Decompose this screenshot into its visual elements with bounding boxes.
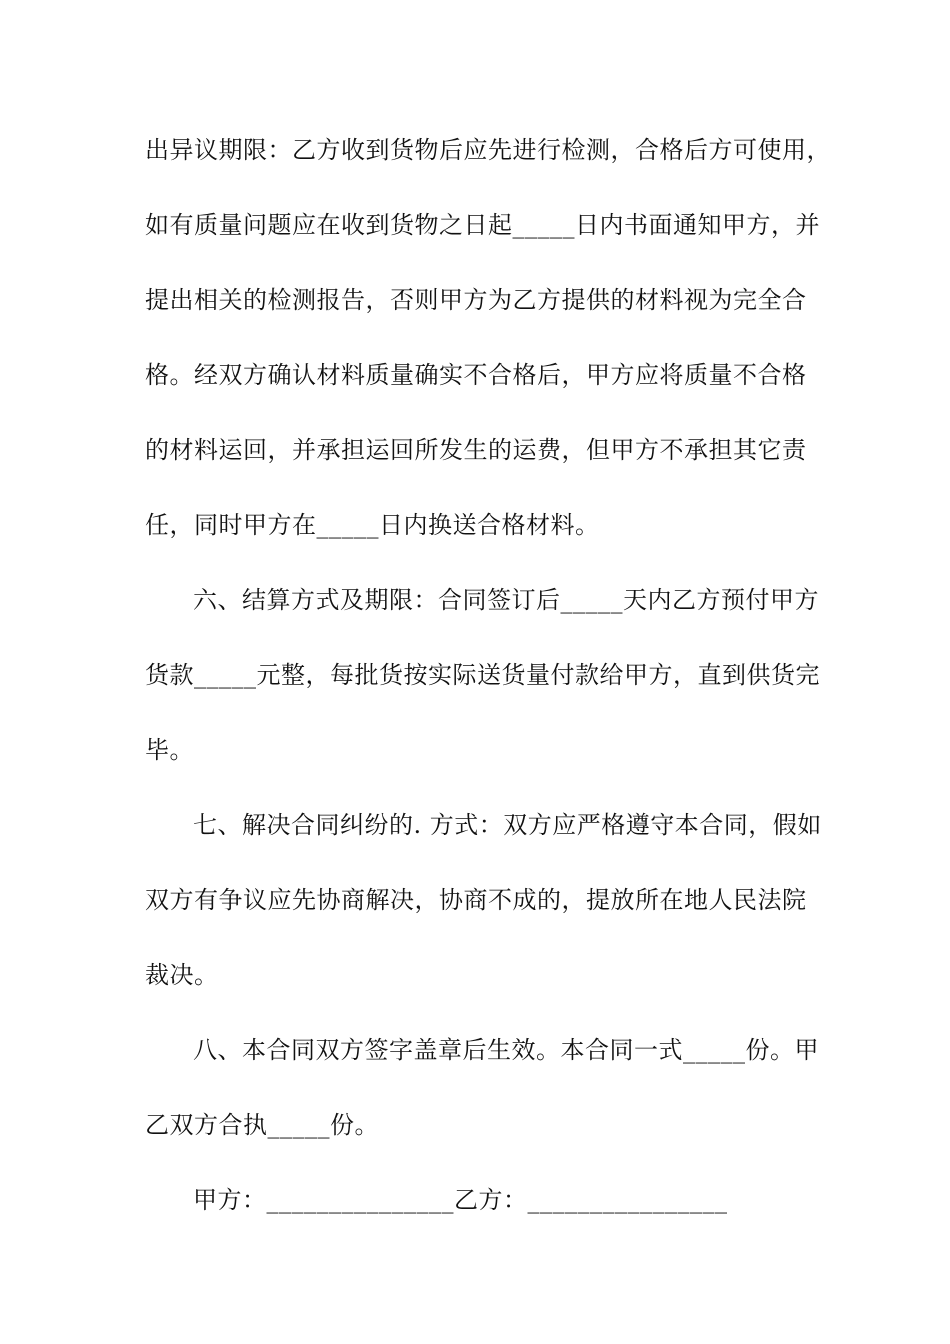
text-line: 货款_____元整，每批货按实际送货量付款给甲方，直到供货完 [145,661,820,689]
signature-line: 甲方：_______________乙方：________________ [193,1186,728,1214]
text-line: 格。经双方确认材料质量确实不合格后，甲方应将质量不合格 [145,361,807,389]
text-line: 的材料运回，并承担运回所发生的运费，但甲方不承担其它责 [145,436,807,464]
section-six-heading-line: 六、结算方式及期限：合同签订后_____天内乙方预付甲方 [193,586,819,614]
text-line: 乙双方合执_____份。 [145,1111,379,1139]
text-line: 任，同时甲方在_____日内换送合格材料。 [145,511,600,539]
text-line: 提出相关的检测报告，否则甲方为乙方提供的材料视为完全合 [145,286,807,314]
text-line: 毕。 [145,736,194,764]
section-seven-heading-line: 七、解决合同纠纷的. 方式：双方应严格遵守本合同，假如 [193,811,822,839]
text-line: 双方有争议应先协商解决，协商不成的，提放所在地人民法院 [145,886,807,914]
text-line: 出异议期限：乙方收到货物后应先进行检测，合格后方可使用， [145,136,831,164]
section-eight-heading-line: 八、本合同双方签字盖章后生效。本合同一式_____份。甲 [193,1036,819,1064]
text-line: 如有质量问题应在收到货物之日起_____日内书面通知甲方，并 [145,211,820,239]
text-line: 裁决。 [145,961,219,989]
